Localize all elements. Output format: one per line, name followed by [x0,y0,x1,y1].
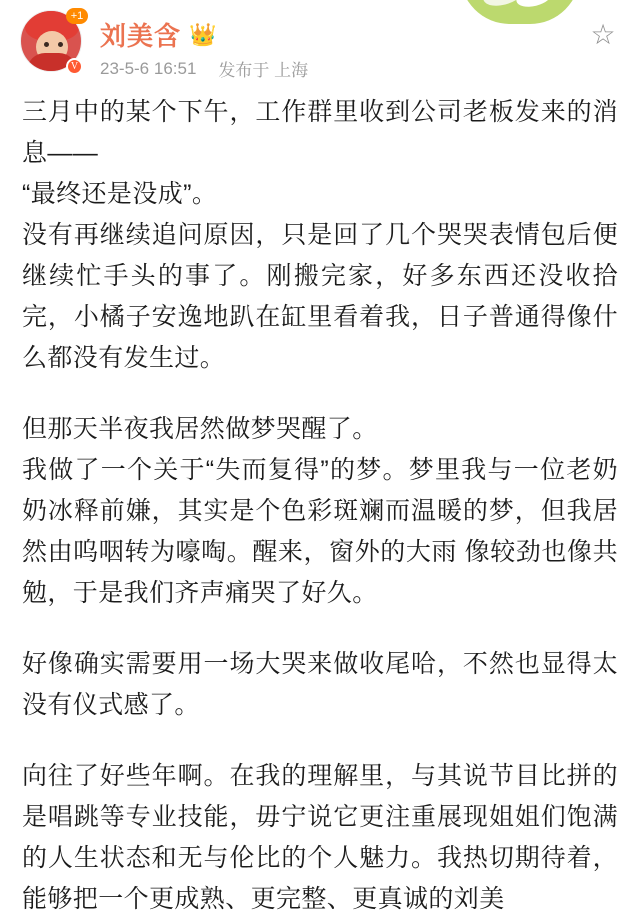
post-paragraph: 我做了一个关于“失而复得”的梦。梦里我与一位老奶奶冰释前嫌，其实是个色彩斑斓而温暖的梦，但我居然由呜咽转为嚎啕。醒来，窗外的大雨 像较劲也像共勉，于是我们齐声痛哭了好久。 [22,456,618,607]
post-paragraph: 但那天半夜我居然做梦哭醒了。 [22,415,378,443]
author-name[interactable]: 刘美含 [100,21,182,51]
post-source: 发布于 上海 [218,61,309,80]
avatar-badge-count: +1 [66,8,88,24]
paragraph-spacer [22,726,618,756]
post-paragraph: “最终还是没成”。 [22,180,218,208]
author-name-row [100,16,216,53]
decorative-shape-2 [514,0,553,10]
avatar[interactable] [20,10,86,76]
post-paragraph: 好像确实需要用一场大哭来做收尾哈，不然也显得太没有仪式感了。 [22,650,618,719]
post-paragraph: 向往了好些年啊。在我的理解里，与其说节目比拼的是唱跳等专业技能，毋宁说它更注重展现姐姐们饱满的人生状态和无与伦比的个人魅力。我热切期待着，能够把一个更成熟、更完整、更真诚的刘美 [22,762,618,913]
post-header [0,0,640,88]
post-paragraph: 没有再继续追问原因，只是回了几个哭哭表情包后便继续忙手头的事了。刚搬完家，好多东西还没收拾完，小橘子安逸地趴在缸里看着我，日子普通得像什么都没有发生过。 [22,221,618,372]
post-body [0,88,640,920]
verified-badge-icon: V [66,58,83,75]
favorite-icon[interactable]: ☆ [590,19,616,50]
avatar-eye-left [44,42,49,47]
paragraph-spacer [22,379,618,409]
crown-icon: 👑 [189,21,217,47]
paragraph-spacer [22,614,618,644]
post-paragraph: 三月中的某个下午，工作群里收到公司老板发来的消息—— [22,98,618,167]
post-meta [100,56,308,81]
avatar-eye-right [58,42,63,47]
decorative-banner-graphic [460,0,580,24]
post-timestamp: 23-5-6 16:51 [100,58,197,78]
